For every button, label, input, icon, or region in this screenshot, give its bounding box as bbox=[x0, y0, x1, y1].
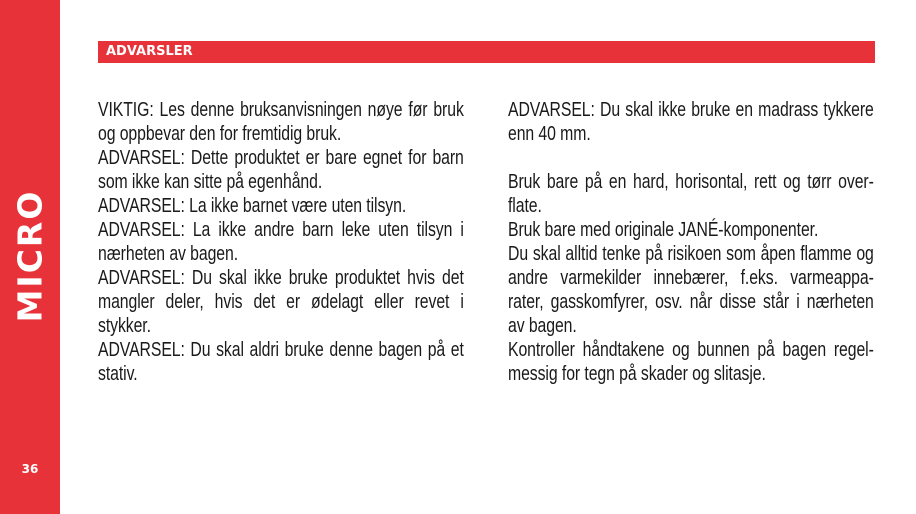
section-title: ADVARSLER bbox=[106, 44, 193, 59]
section-header-bar bbox=[98, 41, 875, 63]
left-column bbox=[98, 98, 464, 386]
page-number: 36 bbox=[21, 462, 39, 476]
side-band bbox=[0, 0, 60, 514]
paragraph-warning-stand: ADVARSEL: Du skal aldri bruke denne bagen på et stativ. bbox=[98, 339, 464, 385]
paragraph-warning-suitability: ADVARSEL: Dette produktet er bare egnet for barn som ikke kan sitte på egenhånd. bbox=[98, 147, 464, 193]
brand-label: MICRO bbox=[10, 189, 50, 323]
paragraph-heat-sources: Du skal alltid tenke på risikoen som åpen flamme og andre varmekilder innebærer, f.eks. varmeappa-rater, gasskomfyrer, osv. når disse står i nærheten av bagen. bbox=[508, 243, 874, 337]
paragraph-original-components: Bruk bare med originale JANÉ-komponenter. bbox=[508, 219, 819, 241]
paragraph-surface: Bruk bare på en hard, horisontal, rett og tørr over-flate. bbox=[508, 171, 874, 217]
right-column bbox=[508, 98, 874, 386]
paragraph-inspection: Kontroller håndtakene og bunnen på bagen regel-messig for tegn på skader og slitasje. bbox=[508, 339, 874, 385]
paragraph-warning-mattress: ADVARSEL: Du skal ikke bruke en madrass tykkere enn 40 mm. bbox=[508, 99, 874, 145]
paragraph-important: VIKTIG: Les denne bruksanvisningen nøye før bruk og oppbevar den for fremtidig bruk. bbox=[98, 99, 464, 145]
paragraph-warning-supervision: ADVARSEL: La ikke barnet være uten tilsyn. bbox=[98, 195, 407, 217]
paragraph-warning-damaged: ADVARSEL: Du skal ikke bruke produktet hvis det mangler deler, hvis det er ødelagt eller revet i stykker. bbox=[98, 267, 464, 337]
paragraph-warning-other-children: ADVARSEL: La ikke andre barn leke uten tilsyn i nærheten av bagen. bbox=[98, 219, 464, 265]
